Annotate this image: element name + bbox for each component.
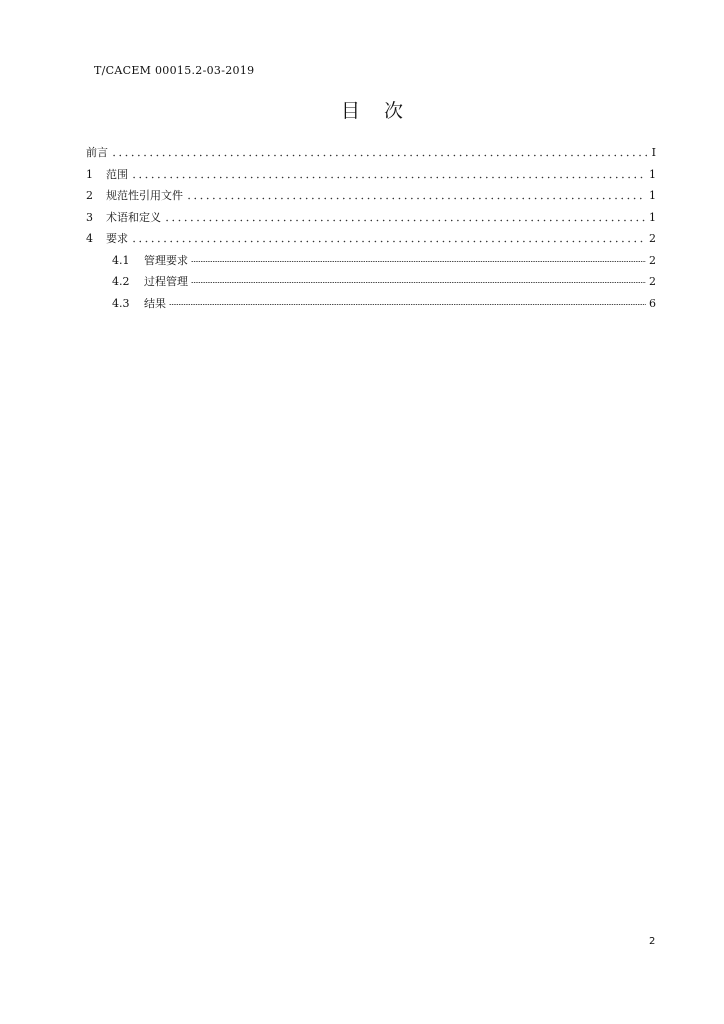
toc-entry-number: 3 — [86, 210, 93, 224]
toc-entry-label: 要求 — [106, 232, 128, 245]
toc-entry-label: 术语和定义 — [106, 210, 161, 224]
toc-entry-page: 1 — [649, 210, 656, 224]
toc-entry-page: 1 — [649, 167, 656, 181]
toc-entry-page: I — [651, 146, 656, 159]
toc-entry-requirements[interactable] — [86, 230, 656, 252]
toc-entry-label: 过程管理 — [144, 275, 188, 288]
toc-entry-number: 2 — [86, 189, 93, 202]
toc-entry-label: 规范性引用文件 — [106, 189, 183, 202]
toc-leader-dots — [191, 274, 646, 286]
toc-entry-number: 4.1 — [112, 253, 130, 267]
toc-leader-dots — [169, 296, 646, 308]
toc-entry-foreword[interactable] — [86, 144, 656, 166]
toc-entry-page: 6 — [649, 296, 656, 310]
toc-leader-dots — [131, 231, 646, 243]
toc-entry-page: 1 — [649, 189, 656, 202]
table-of-contents — [86, 144, 656, 316]
toc-entry-number: 1 — [86, 167, 93, 181]
toc-entry-results[interactable] — [86, 295, 656, 317]
toc-title — [0, 96, 724, 123]
toc-leader-dots — [111, 145, 647, 157]
toc-leader-dots — [186, 188, 646, 200]
toc-entry-number: 4.2 — [112, 275, 130, 288]
toc-entry-number: 4.3 — [112, 296, 130, 310]
toc-entry-label: 管理要求 — [144, 253, 188, 267]
toc-leader-dots — [164, 210, 646, 222]
toc-entry-process-management[interactable] — [86, 273, 656, 295]
toc-entry-page: 2 — [649, 232, 656, 245]
toc-entry-page: 2 — [649, 253, 656, 267]
toc-title-char-2: 次 — [384, 100, 404, 122]
document-code: T/CACEM 00015.2-03-2019 — [94, 64, 255, 77]
toc-title-char-1: 目 — [340, 100, 360, 122]
toc-entry-number: 4 — [86, 232, 93, 245]
page-number: 2 — [649, 936, 656, 947]
toc-entry-terms-definitions[interactable] — [86, 209, 656, 231]
toc-entry-label: 结果 — [144, 296, 166, 310]
toc-leader-dots — [191, 253, 646, 265]
toc-entry-scope[interactable] — [86, 166, 656, 188]
toc-entry-page: 2 — [649, 275, 656, 288]
toc-leader-dots — [131, 167, 646, 179]
toc-entry-normative-references[interactable] — [86, 187, 656, 209]
toc-entry-management-requirements[interactable] — [86, 252, 656, 274]
toc-entry-label: 前言 — [86, 146, 108, 159]
toc-entry-label: 范围 — [106, 167, 128, 181]
